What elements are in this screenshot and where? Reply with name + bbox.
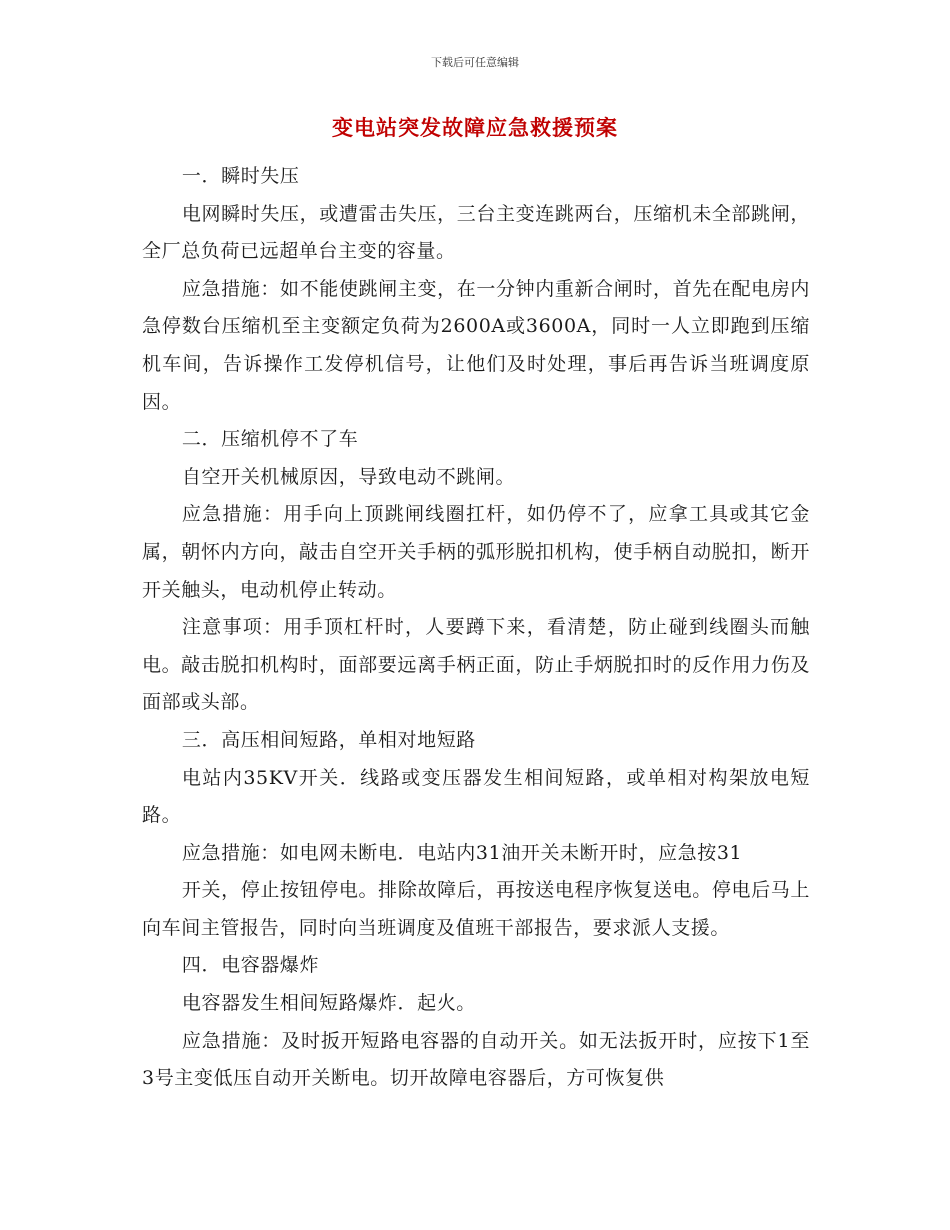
paragraph: 电网瞬时失压，或遭雷击失压，三台主变连跳两台，压缩机未全部跳闸，全厂总负荷已远超单台主变的容量。 bbox=[142, 202, 810, 263]
paragraph: 电站内35KV开关．线路或变压器发生相间短路，或单相对构架放电短路。 bbox=[142, 766, 810, 827]
section-heading-3: 三．高压相间短路，单相对地短路 bbox=[181, 728, 476, 751]
paragraph: 应急措施：如电网未断电．电站内31油开关未断开时，应急按31 bbox=[181, 841, 743, 864]
paragraph: 自空开关机械原因，导致电动不跳闸。 bbox=[181, 465, 516, 488]
paragraph: 开关，停止按钮停电。排除故障后，再按送电程序恢复送电。停电后马上向车间主管报告，同时向当班调度及值班干部报告，要求派人支援。 bbox=[142, 879, 810, 939]
document-title: 变电站突发故障应急救援预案 bbox=[332, 116, 618, 140]
section-heading-1: 一．瞬时失压 bbox=[181, 165, 300, 187]
paragraph: 注意事项：用手顶杠杆时，人要蹲下来，看清楚，防止碰到线圈头而触电。敲击脱扣机构时，面部要远离手柄正面，防止手炳脱扣时的反作用力伤及面部或头部。 bbox=[142, 616, 810, 714]
paragraph: 电容器发生相间短路爆炸．起火。 bbox=[181, 992, 476, 1015]
paragraph: 应急措施：用手向上顶跳闸线圈扛杆，如仍停不了，应拿工具或其它金属，朝怀内方向，敲击自空开关手柄的弧形脱扣机构，使手柄自动脱扣，断开开关触头，电动机停止转动。 bbox=[142, 503, 810, 601]
document-body bbox=[142, 158, 810, 1098]
header-note: 下载后可任意编辑 bbox=[431, 56, 519, 69]
paragraph: 应急措施：如不能使跳闸主变，在一分钟内重新合闸时，首先在配电房内急停数台压缩机至主变额定负荷为2600A或3600A，同时一人立即跑到压缩机车间，告诉操作工发停机信号，让他们及时处理，事后再告诉当班调度原因。 bbox=[142, 277, 810, 413]
section-heading-4: 四．电容器爆炸 bbox=[181, 954, 320, 977]
paragraph: 应急措施：及时扳开短路电容器的自动开关。如无法扳开时，应按下1至3号主变低压自动开关断电。切开故障电容器后，方可恢复供 bbox=[142, 1029, 810, 1090]
section-heading-2: 二．压缩机停不了车 bbox=[181, 428, 359, 451]
